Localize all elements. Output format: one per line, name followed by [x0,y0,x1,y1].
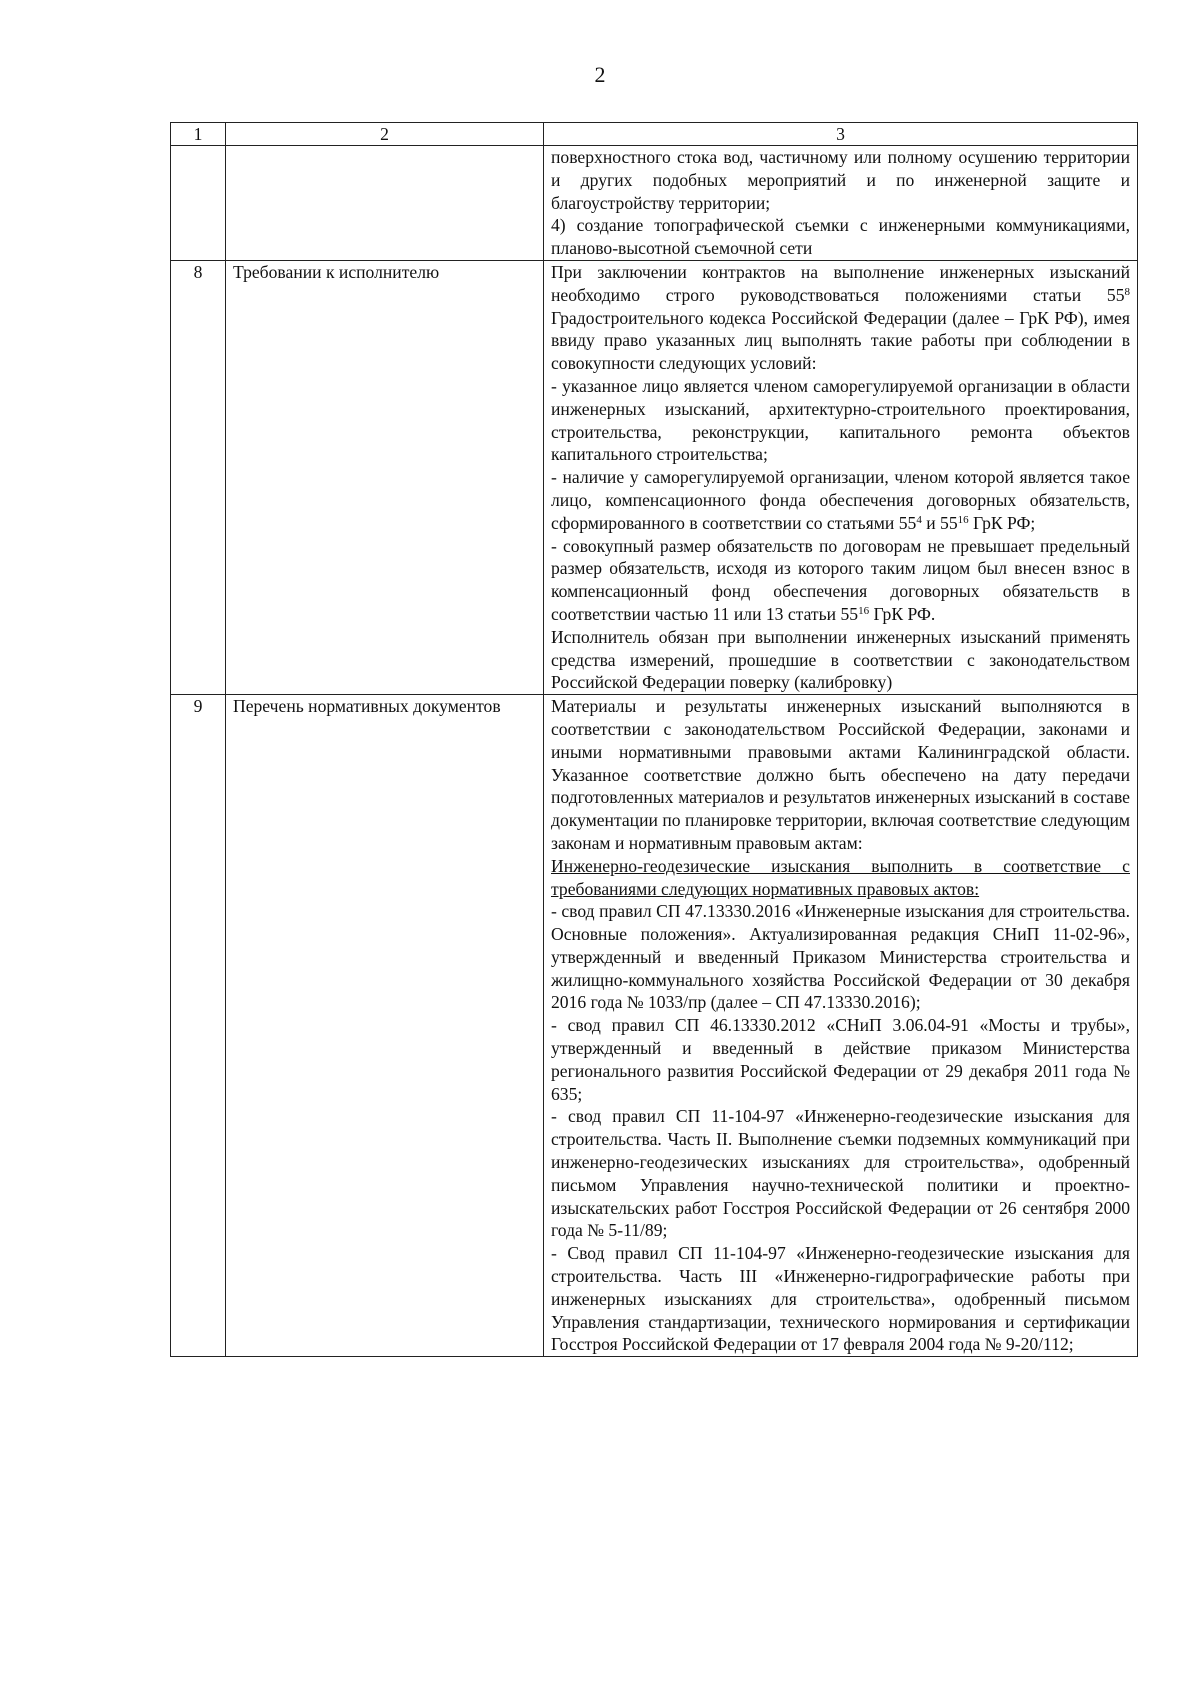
superscript: 4 [916,513,922,526]
superscript: 16 [858,604,870,617]
text-run: ГрК РФ; [968,512,1036,533]
content-paragraph: поверхностного стока вод, частичному или полному осушению территории и других подобных мероприятий и по инженерной защите и благоустройству территории; [551,147,1130,213]
text-run: При заключении контрактов на выполнение инженерных изысканий необходимо строго руководствоваться положениями статьи 55 [551,261,1130,305]
content-paragraph: - свод правил СП 46.13330.2012 «СНиП 3.06.04-91 «Мосты и трубы», утвержденный и введенный в действие приказом Министерства регионального развития Российской Федерации от 29 декабря 2011 года № 635; [551,1015,1130,1104]
text-run: ГрК РФ. [869,603,936,624]
requirements-table [170,122,1138,1357]
content-paragraph [551,261,1130,375]
row-title: Требовании к исполнителю [226,260,544,694]
content-paragraph: Исполнитель обязан при выполнении инженерных изысканий применять средства измерений, прошедшие в соответствии с законодательством Российской Федерации поверку (калибровку) [551,626,1130,693]
row-content-cell [544,146,1138,261]
superscript: 16 [957,513,969,526]
content-paragraph: Материалы и результаты инженерных изысканий выполняются в соответствии с законодательством Российской Федерации, законами и иными нормативными правовыми актами Калининградской области. Указанное соответствие должно быть обеспечено на дату передачи подготовленных материалов и результатов инженерных изысканий в составе документации по планировке территории, включая соответствие следующим законам и нормативным правовым актам: [551,696,1130,853]
content-paragraph: - свод правил СП 11-104-97 «Инженерно-геодезические изыскания для строительства. Часть II. Выполнение съемки подземных коммуникаций при инженерно-геодезических изысканиях для строительства», одобренный письмом Управления научно-технической политики и проектно-изыскательских работ Госстроя Российской Федерации от 26 сентября 2000 года № 5-11/89; [551,1106,1130,1241]
content-paragraph: 4) создание топографической съемки с инженерными коммуникациями, планово-высотной съемочной сети [551,215,1130,259]
table-row-continuation [171,146,1138,261]
row-number-cell [171,146,226,261]
table-header-row [171,123,1138,146]
text-run: и 55 [921,512,958,533]
content-paragraph: - указанное лицо является членом саморегулируемой организации в области инженерных изысканий, архитектурно-строительного проектирования, строительства, реконструкции, капитального ремонта объектов капитального строительства; [551,375,1130,465]
row-title-cell [226,146,544,261]
row-title: Перечень нормативных документов [226,695,544,1357]
row-number: 8 [171,260,226,694]
content-paragraph [551,535,1130,626]
superscript: 8 [1124,285,1130,298]
row-content-cell [544,695,1138,1357]
content-paragraph [551,466,1130,534]
text-run: - совокупный размер обязательств по договорам не превышает предельный размер обязательств, исходя из которого таким лицом был внесен взнос в компенсационный фонд обеспечения договорных обязательств в соответствии частью 11 или 13 статьи 55 [551,535,1130,624]
header-col-1: 1 [171,123,226,146]
table-row-9 [171,695,1138,1357]
page-number: 2 [594,62,606,87]
content-paragraph-underlined: Инженерно-геодезические изыскания выполнить в соответствие с требованиями следующих нормативных правовых актов: [551,855,1130,899]
text-run: Градостроительного кодекса Российской Федерации (далее – ГрК РФ), имея ввиду право указанных лиц выполнять такие работы при соблюдении в совокупности следующих условий: [551,307,1130,374]
table-row-8 [171,260,1138,694]
content-paragraph: - Свод правил СП 11-104-97 «Инженерно-геодезические изыскания для строительства. Часть III «Инженерно-гидрографические работы при инженерных изысканиях для строительства», одобренный письмом Управления стандартизации, технического нормирования и сертификации Госстроя Российской Федерации от 17 февраля 2004 года № 9-20/112; [551,1243,1130,1355]
header-col-2: 2 [226,123,544,146]
row-number: 9 [171,695,226,1357]
row-content-cell [544,260,1138,694]
text-run: - наличие у саморегулируемой организации, членом которой является такое лицо, компенсационного фонда обеспечения договорных обязательств, сформированного в соответствии со статьями 55 [551,467,1130,533]
header-col-3: 3 [544,123,1138,146]
content-paragraph: - свод правил СП 47.13330.2016 «Инженерные изыскания для строительства. Основные положения». Актуализированная редакция СНиП 11-02-96», утвержденный и введенный Приказом Министерства строительства и жилищно-коммунального хозяйства Российской Федерации от 30 декабря 2016 года № 1033/пр (далее – СП 47.13330.2016); [551,901,1130,1013]
